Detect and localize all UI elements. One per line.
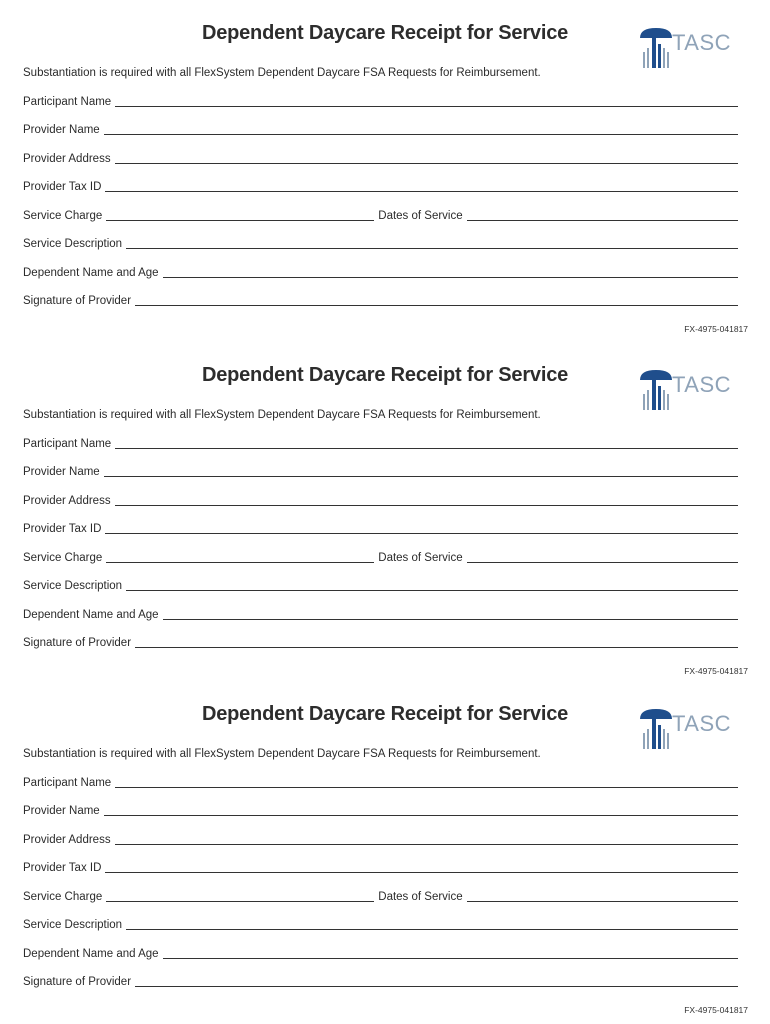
service-charge-row	[23, 549, 738, 565]
tasc-logo-mark-icon	[638, 368, 674, 412]
logo-text: TASC	[672, 30, 732, 55]
signature-of-provider-field[interactable]: Signature of Provider	[23, 634, 738, 650]
tasc-logo	[638, 707, 748, 751]
tasc-logo	[638, 368, 748, 412]
provider-tax-id-field[interactable]: Provider Tax ID	[23, 520, 738, 536]
service-description-field[interactable]: Service Description	[23, 577, 738, 593]
dates-of-service-input[interactable]	[467, 210, 738, 221]
receipt-2	[0, 342, 770, 682]
receipt-title: Dependent Daycare Receipt for Service	[201, 703, 569, 725]
dependent-name-age-field[interactable]: Dependent Name and Age	[23, 945, 738, 961]
service-charge-label: Service Charge	[23, 891, 103, 903]
logo-text: TASC	[672, 372, 732, 397]
form-code: FX-4975-041817	[684, 324, 748, 334]
provider-name-field[interactable]: Provider Name	[23, 463, 738, 479]
participant-name-field[interactable]: Participant Name	[23, 774, 738, 790]
service-charge-label: Service Charge	[23, 552, 103, 564]
form-code: FX-4975-041817	[684, 666, 748, 676]
service-description-field[interactable]: Service Description	[23, 235, 738, 251]
provider-tax-id-field[interactable]: Provider Tax ID	[23, 178, 738, 194]
signature-of-provider-field[interactable]: Signature of Provider	[23, 292, 738, 308]
service-charge-label: Service Charge	[23, 210, 103, 222]
tasc-logo-mark-icon	[638, 707, 674, 751]
receipt-3	[0, 681, 770, 1021]
participant-name-field[interactable]: Participant Name	[23, 93, 738, 109]
dates-of-service-label: Dates of Service	[378, 210, 463, 222]
signature-of-provider-field[interactable]: Signature of Provider	[23, 973, 738, 989]
provider-address-field[interactable]: Provider Address	[23, 831, 738, 847]
tasc-logo-mark-icon	[638, 26, 674, 70]
service-description-field[interactable]: Service Description	[23, 916, 738, 932]
intro-text: Substantiation is required with all FlexSystem Dependent Daycare FSA Requests for Reimbursement.	[23, 409, 541, 421]
service-charge-row	[23, 207, 738, 223]
logo-text: TASC	[672, 711, 732, 736]
intro-text: Substantiation is required with all FlexSystem Dependent Daycare FSA Requests for Reimbursement.	[23, 748, 541, 760]
service-charge-input[interactable]	[106, 552, 374, 563]
form-code: FX-4975-041817	[684, 1005, 748, 1015]
receipt-title: Dependent Daycare Receipt for Service	[201, 364, 569, 386]
dependent-name-age-field[interactable]: Dependent Name and Age	[23, 606, 738, 622]
service-charge-row	[23, 888, 738, 904]
participant-name-field[interactable]: Participant Name	[23, 435, 738, 451]
intro-text: Substantiation is required with all FlexSystem Dependent Daycare FSA Requests for Reimbursement.	[23, 67, 541, 79]
receipt-title: Dependent Daycare Receipt for Service	[201, 22, 569, 44]
service-charge-input[interactable]	[106, 210, 374, 221]
dates-of-service-label: Dates of Service	[378, 552, 463, 564]
dependent-name-age-field[interactable]: Dependent Name and Age	[23, 264, 738, 280]
provider-name-field[interactable]: Provider Name	[23, 121, 738, 137]
service-charge-input[interactable]	[106, 891, 374, 902]
provider-name-field[interactable]: Provider Name	[23, 802, 738, 818]
dates-of-service-label: Dates of Service	[378, 891, 463, 903]
dates-of-service-input[interactable]	[467, 891, 738, 902]
dates-of-service-input[interactable]	[467, 552, 738, 563]
receipt-1	[0, 0, 770, 340]
tasc-logo	[638, 26, 748, 70]
provider-address-field[interactable]: Provider Address	[23, 492, 738, 508]
provider-tax-id-field[interactable]: Provider Tax ID	[23, 859, 738, 875]
provider-address-field[interactable]: Provider Address	[23, 150, 738, 166]
